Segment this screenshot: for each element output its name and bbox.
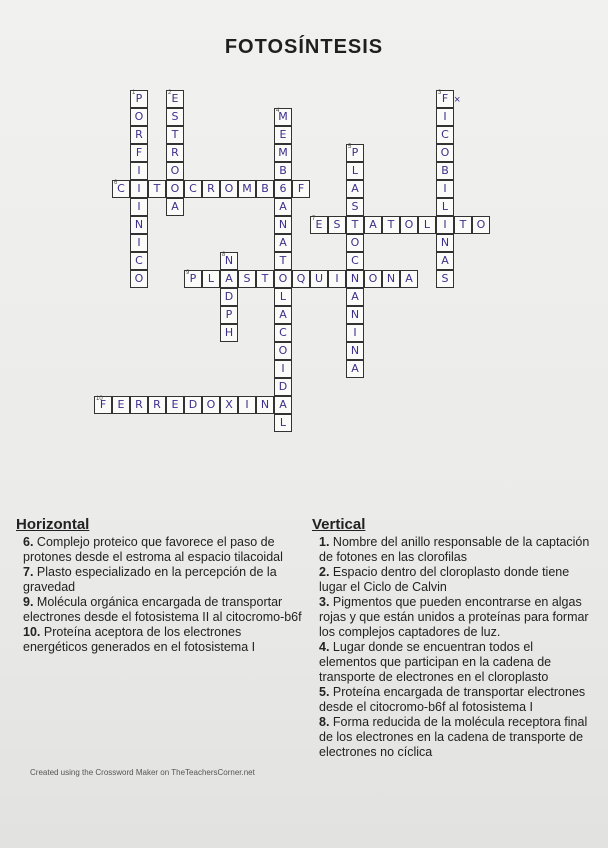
- cell-letter: L: [351, 164, 359, 177]
- crossword-cell: [130, 252, 148, 270]
- cell-letter: C: [189, 182, 197, 195]
- cell-letter: B: [441, 164, 449, 177]
- clue-number: 3.: [319, 595, 330, 609]
- cell-letter: M: [242, 182, 252, 195]
- clue-item: [312, 595, 592, 640]
- crossword-cell: [202, 180, 220, 198]
- cell-letter: C: [351, 254, 359, 267]
- crossword-cell: [166, 90, 184, 108]
- crossword-cell: [220, 180, 238, 198]
- cell-letter: X: [225, 398, 233, 411]
- crossword-cell: [130, 216, 148, 234]
- cell-number: 4: [276, 108, 280, 114]
- crossword-cell: [166, 396, 184, 414]
- clue-text: Complejo proteico que favorece el paso de protones desde el estroma al espacio tilacoidal: [23, 535, 283, 564]
- cell-letter: N: [350, 308, 360, 321]
- crossword-cell: [364, 270, 382, 288]
- cell-letter: O: [206, 398, 216, 411]
- cell-letter: I: [443, 110, 447, 123]
- crossword-cell: [436, 144, 454, 162]
- crossword-cell: [220, 396, 238, 414]
- clue-item: [16, 595, 304, 625]
- cell-letter: S: [171, 110, 179, 123]
- crossword-cell: [310, 216, 328, 234]
- crossword-cell: [220, 270, 238, 288]
- cell-number: 10: [96, 396, 103, 402]
- cell-letter: C: [279, 326, 287, 339]
- crossword-cell: [274, 288, 292, 306]
- crossword-cell: [220, 306, 238, 324]
- cell-letter: I: [353, 326, 357, 339]
- cell-letter: S: [351, 200, 359, 213]
- crossword-cell: [220, 288, 238, 306]
- cell-letter: O: [476, 218, 486, 231]
- cell-letter: S: [243, 272, 251, 285]
- clue-number: 10.: [23, 625, 41, 639]
- crossword-cell: [184, 180, 202, 198]
- cell-letter: M: [278, 110, 288, 123]
- crossword-cell: [436, 108, 454, 126]
- cell-letter: T: [153, 182, 161, 195]
- cell-letter: A: [279, 398, 287, 411]
- crossword-cell: [382, 216, 400, 234]
- cell-number: 1: [132, 90, 136, 96]
- crossword-cell: [220, 252, 238, 270]
- cell-letter: E: [279, 128, 287, 141]
- crossword-cell: [346, 144, 364, 162]
- cell-letter: R: [207, 182, 215, 195]
- cell-letter: O: [368, 272, 378, 285]
- crossword-cell: [328, 270, 346, 288]
- cell-letter: E: [171, 398, 179, 411]
- crossword-cell: [166, 180, 184, 198]
- crossword-cell: [148, 396, 166, 414]
- clue-item: [312, 640, 592, 685]
- crossword-cell: [346, 180, 364, 198]
- crossword-cell: [166, 108, 184, 126]
- crossword-cell: [436, 198, 454, 216]
- crossword-cell: [346, 306, 364, 324]
- cell-letter: M: [278, 146, 288, 159]
- cell-letter: 6: [279, 182, 287, 195]
- crossword-cell: [220, 324, 238, 342]
- cell-letter: A: [441, 254, 449, 267]
- cell-letter: A: [351, 290, 359, 303]
- crossword-cell: [364, 216, 382, 234]
- cell-letter: N: [350, 272, 360, 285]
- cell-letter: I: [137, 164, 141, 177]
- crossword-cell: [202, 270, 220, 288]
- handwritten-mark: ×: [454, 94, 461, 106]
- crossword-cell: [292, 180, 310, 198]
- crossword-cell: [256, 270, 274, 288]
- clue-number: 2.: [319, 565, 330, 579]
- clue-number: 9.: [23, 595, 34, 609]
- cell-letter: L: [441, 200, 449, 213]
- crossword-cell: [274, 252, 292, 270]
- cell-letter: R: [171, 146, 179, 159]
- cell-letter: R: [135, 128, 143, 141]
- cell-number: 9: [186, 270, 190, 276]
- crossword-cell: [274, 306, 292, 324]
- cell-letter: L: [279, 416, 287, 429]
- cell-letter: E: [117, 398, 125, 411]
- clue-text: Proteína encargada de transportar electrones desde el citocromo-b6f al fotosistema I: [319, 685, 586, 714]
- clue-text: Forma reducida de la molécula receptora final de los electrones en la cadena de transporte de electrones no cíclica: [319, 715, 588, 759]
- crossword-cell: [130, 126, 148, 144]
- cell-letter: I: [443, 182, 447, 195]
- cell-letter: T: [261, 272, 269, 285]
- crossword-cell: [274, 216, 292, 234]
- crossword-cell: [274, 180, 292, 198]
- cell-number: 7: [312, 216, 316, 222]
- crossword-cell: [166, 198, 184, 216]
- crossword-cell: [346, 270, 364, 288]
- crossword-cell: [274, 162, 292, 180]
- clue-number: 4.: [319, 640, 330, 654]
- crossword-cell: [130, 90, 148, 108]
- horizontal-heading: Horizontal: [16, 516, 90, 533]
- cell-letter: T: [459, 218, 467, 231]
- cell-letter: O: [134, 272, 144, 285]
- cell-letter: I: [245, 398, 249, 411]
- cell-letter: D: [188, 398, 198, 411]
- cell-letter: S: [333, 218, 341, 231]
- cell-number: 2: [168, 90, 172, 96]
- cell-letter: O: [440, 146, 450, 159]
- credit-line: Created using the Crossword Maker on TheTeachersCorner.net: [30, 768, 255, 777]
- clue-text: Espacio dentro del cloroplasto donde tiene lugar el Ciclo de Calvin: [319, 565, 570, 594]
- clue-text: Plasto especializado en la percepción de la gravedad: [23, 565, 277, 594]
- crossword-cell: [346, 360, 364, 378]
- crossword-cell: [274, 414, 292, 432]
- clue-text: Proteína aceptora de los electrones energéticos generados en el fotosistema I: [23, 625, 256, 654]
- crossword-cell: [274, 342, 292, 360]
- cell-letter: O: [278, 344, 288, 357]
- cell-letter: B: [279, 164, 287, 177]
- crossword-cell: [202, 396, 220, 414]
- crossword-cell: [130, 198, 148, 216]
- crossword-cell: [238, 396, 256, 414]
- crossword-cell: [148, 180, 166, 198]
- crossword-cell: [274, 378, 292, 396]
- cell-letter: A: [405, 272, 413, 285]
- cell-letter: C: [135, 254, 143, 267]
- crossword-cell: [436, 162, 454, 180]
- crossword-cell: [274, 324, 292, 342]
- cell-letter: P: [225, 308, 233, 321]
- crossword-cell: [454, 216, 472, 234]
- crossword-cell: [274, 126, 292, 144]
- crossword-cell: [400, 216, 418, 234]
- crossword-cell: [130, 108, 148, 126]
- crossword-cell: [346, 234, 364, 252]
- cell-letter: A: [279, 200, 287, 213]
- crossword-cell: [274, 144, 292, 162]
- cell-letter: F: [441, 92, 449, 105]
- cell-letter: N: [350, 344, 360, 357]
- clue-item: [312, 535, 592, 565]
- crossword-cell: [346, 198, 364, 216]
- crossword-cell: [130, 270, 148, 288]
- cell-letter: A: [225, 272, 233, 285]
- cell-letter: N: [278, 218, 288, 231]
- cell-letter: L: [423, 218, 431, 231]
- cell-letter: I: [137, 200, 141, 213]
- cell-letter: A: [369, 218, 377, 231]
- crossword-cell: [418, 216, 436, 234]
- crossword-cell: [274, 270, 292, 288]
- crossword-cell: [274, 198, 292, 216]
- cell-letter: O: [404, 218, 414, 231]
- clue-number: 6.: [23, 535, 34, 549]
- crossword-cell: [130, 234, 148, 252]
- crossword-cell: [346, 162, 364, 180]
- crossword-cell: [166, 162, 184, 180]
- clue-number: 1.: [319, 535, 330, 549]
- cell-letter: O: [350, 236, 360, 249]
- cell-letter: T: [387, 218, 395, 231]
- cell-letter: I: [443, 218, 447, 231]
- crossword-cell: [292, 270, 310, 288]
- cell-letter: D: [278, 380, 288, 393]
- cell-letter: F: [99, 398, 107, 411]
- clue-text: Pigmentos que pueden encontrarse en algas rojas y que están unidos a proteínas para formar los complejos captadores de luz.: [319, 595, 589, 639]
- clue-text: Nombre del anillo responsable de la captación de fotones en las clorofilas: [319, 535, 590, 564]
- crossword-cell: [166, 144, 184, 162]
- crossword-cell: [436, 90, 454, 108]
- cell-letter: N: [440, 236, 450, 249]
- cell-letter: E: [171, 92, 179, 105]
- crossword-cell: [256, 180, 274, 198]
- vertical-heading: Vertical: [312, 516, 366, 533]
- cell-letter: R: [153, 398, 161, 411]
- crossword-cell: [436, 252, 454, 270]
- cell-letter: O: [278, 272, 288, 285]
- crossword-cell: [436, 126, 454, 144]
- crossword-cell: [238, 270, 256, 288]
- crossword-cell: [346, 216, 364, 234]
- crossword-cell: [436, 270, 454, 288]
- cell-letter: T: [279, 254, 287, 267]
- cell-letter: I: [137, 182, 141, 195]
- crossword-cell: [130, 162, 148, 180]
- cell-letter: U: [314, 272, 324, 285]
- cell-letter: D: [224, 290, 234, 303]
- crossword-cell: [112, 180, 130, 198]
- cell-letter: O: [170, 164, 180, 177]
- cell-letter: A: [279, 236, 287, 249]
- cell-letter: N: [134, 218, 144, 231]
- cell-letter: N: [386, 272, 396, 285]
- cell-letter: O: [224, 182, 234, 195]
- crossword-cell: [274, 360, 292, 378]
- cell-letter: C: [441, 128, 449, 141]
- cell-letter: T: [171, 128, 179, 141]
- cell-number: 5: [348, 144, 352, 150]
- cell-letter: T: [351, 218, 359, 231]
- crossword-cell: [94, 396, 112, 414]
- cell-letter: E: [315, 218, 323, 231]
- cell-letter: F: [135, 146, 143, 159]
- horizontal-clues: [16, 516, 304, 655]
- cell-letter: H: [224, 326, 234, 339]
- crossword-cell: [310, 270, 328, 288]
- cell-letter: P: [351, 146, 359, 159]
- crossword-cell: [346, 324, 364, 342]
- clue-item: [16, 535, 304, 565]
- cell-letter: L: [207, 272, 215, 285]
- crossword-cell: [382, 270, 400, 288]
- clue-number: 8.: [319, 715, 330, 729]
- crossword-cell: [256, 396, 274, 414]
- crossword-cell: [472, 216, 490, 234]
- clue-item: [312, 715, 592, 760]
- crossword-cell: [130, 144, 148, 162]
- cell-letter: O: [170, 182, 180, 195]
- page-title: FOTOSÍNTESIS: [224, 36, 384, 58]
- crossword-cell: [436, 180, 454, 198]
- clue-item: [16, 625, 304, 655]
- crossword-cell: [130, 180, 148, 198]
- cell-letter: C: [117, 182, 125, 195]
- crossword-cell: [346, 288, 364, 306]
- cell-letter: S: [441, 272, 449, 285]
- cell-letter: R: [135, 398, 143, 411]
- clue-number: 7.: [23, 565, 34, 579]
- crossword-cell: [130, 396, 148, 414]
- cell-letter: A: [351, 362, 359, 375]
- crossword-cell: [400, 270, 418, 288]
- cell-letter: F: [297, 182, 305, 195]
- cell-letter: A: [279, 308, 287, 321]
- clue-item: [312, 565, 592, 595]
- crossword-cell: [166, 126, 184, 144]
- clue-number: 5.: [319, 685, 330, 699]
- cell-letter: A: [351, 182, 359, 195]
- cell-letter: A: [171, 200, 179, 213]
- cell-letter: P: [135, 92, 143, 105]
- clue-text: Lugar donde se encuentran todos el elementos que participan en la cadena de transporte de electrones en el cloroplasto: [319, 640, 552, 684]
- cell-letter: L: [279, 290, 287, 303]
- crossword-cell: [346, 252, 364, 270]
- crossword-cell: [274, 108, 292, 126]
- crossword-cell: [184, 270, 202, 288]
- clue-item: [16, 565, 304, 595]
- cell-number: 3: [438, 90, 442, 96]
- clue-item: [312, 685, 592, 715]
- crossword-cell: [184, 396, 202, 414]
- clue-text: Molécula orgánica encargada de transportar electrones desde el fotosistema II al citocromo-b6f: [23, 595, 302, 624]
- crossword-cell: [436, 234, 454, 252]
- crossword-cell: [346, 342, 364, 360]
- cell-letter: B: [261, 182, 269, 195]
- cell-letter: I: [281, 362, 285, 375]
- crossword-cell: [112, 396, 130, 414]
- vertical-clues: [312, 516, 592, 760]
- cell-number: 8: [222, 252, 226, 258]
- crossword-cell: [238, 180, 256, 198]
- cell-letter: N: [224, 254, 234, 267]
- cell-letter: O: [134, 110, 144, 123]
- cell-letter: P: [189, 272, 197, 285]
- crossword-cell: [274, 234, 292, 252]
- cell-letter: Q: [296, 272, 306, 285]
- cell-letter: I: [335, 272, 339, 285]
- cell-letter: I: [137, 236, 141, 249]
- cell-number: 6: [114, 180, 118, 186]
- crossword-cell: [328, 216, 346, 234]
- crossword-cell: [436, 216, 454, 234]
- cell-letter: N: [260, 398, 270, 411]
- crossword-cell: [274, 396, 292, 414]
